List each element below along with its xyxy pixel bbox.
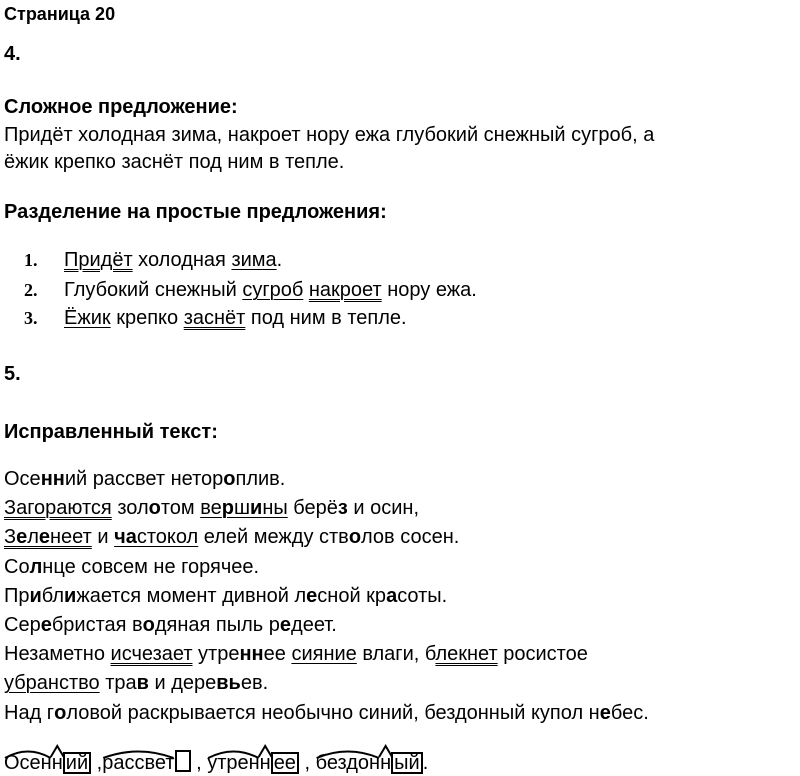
- plain-text: бл: [41, 585, 65, 607]
- split-item: [64, 278, 477, 302]
- plain-text: росистое: [497, 643, 588, 665]
- predicate-word: накроет: [308, 279, 382, 301]
- subject-word: Ёжик: [64, 307, 111, 329]
- plain-text: жается момент дивной л: [76, 585, 307, 607]
- marked-word: Загораются: [4, 497, 112, 519]
- marked-word: сияние: [291, 643, 357, 665]
- corrected-letter: нн: [239, 643, 264, 665]
- plain-text: .: [276, 249, 283, 271]
- plain-text: и дере: [148, 672, 217, 694]
- corrected-line: [4, 584, 447, 608]
- plain-text: утре: [192, 643, 240, 665]
- word-root: Осен: [4, 752, 52, 774]
- separator: ,: [298, 752, 316, 774]
- split-item-number: 2.: [24, 280, 38, 300]
- plain-text: ий рассвет нетор: [64, 468, 224, 490]
- morpheme-word: [4, 752, 91, 774]
- plain-text: Глубокий снежный: [64, 279, 243, 301]
- plain-text: бес.: [610, 702, 649, 724]
- plain-text: холодная: [132, 249, 232, 271]
- corrected-line: [4, 555, 259, 579]
- predicate-word: Придёт: [64, 249, 133, 271]
- split-item-number: 1.: [24, 250, 38, 270]
- corrected-letter: е: [38, 526, 51, 548]
- corrected-line: [4, 701, 649, 725]
- corrected-line: [4, 496, 419, 520]
- corrected-letter: о: [223, 468, 236, 490]
- plain-text: Над г: [4, 702, 55, 724]
- zero-ending: [175, 750, 191, 772]
- word-ending: ий: [63, 752, 91, 774]
- morpheme-analysis: [4, 740, 796, 776]
- corrected-letter: о: [348, 526, 362, 548]
- marked-word: ш: [233, 497, 251, 519]
- corrected-heading: Исправленный текст:: [4, 421, 218, 443]
- plain-text: Пр: [4, 585, 30, 607]
- corrected-letter: и: [29, 585, 42, 607]
- corrected-letter: з: [337, 497, 348, 519]
- corrected-letter: р: [221, 497, 234, 519]
- plain-text: бристая в: [51, 614, 143, 636]
- corrected-letter: и: [250, 497, 263, 519]
- corrected-letter: л: [29, 556, 43, 578]
- plain-text: Сер: [4, 614, 41, 636]
- corrected-letter: е: [16, 526, 28, 548]
- plain-text: ее: [263, 643, 292, 665]
- plain-text: под ним в тепле.: [245, 307, 407, 329]
- plain-text: сной кр: [317, 585, 387, 607]
- separator: .: [422, 752, 429, 774]
- word-suffix: н: [51, 752, 63, 774]
- plain-text: ловой раскрывается необычно синий, бездонный купол н: [66, 702, 600, 724]
- plain-text: дяная пыль р: [154, 614, 280, 636]
- plain-text: тра: [99, 672, 137, 694]
- corrected-letter: нн: [40, 468, 65, 490]
- subject-word: зима: [231, 249, 277, 271]
- corrected-letter: и: [64, 585, 77, 607]
- split-item: [64, 306, 407, 330]
- complex-line-2: ёжик крепко заснёт под ним в тепле.: [4, 151, 345, 173]
- corrected-line: [4, 467, 285, 491]
- task5-number: 5.: [4, 363, 21, 385]
- corrected-letter: е: [306, 585, 318, 607]
- plain-text: нце совсем не горячее.: [42, 556, 260, 578]
- corrected-letter: а: [386, 585, 398, 607]
- corrected-line: [4, 642, 588, 666]
- plain-text: лов сосен.: [361, 526, 460, 548]
- plain-text: елей между ств: [198, 526, 349, 548]
- plain-text: Осе: [4, 468, 41, 490]
- morpheme-word: [316, 752, 423, 774]
- plain-text: плив.: [235, 468, 286, 490]
- subject-word: сугроб: [242, 279, 304, 301]
- marked-word: ны: [262, 497, 288, 519]
- word-root: бездон: [315, 752, 381, 774]
- complex-heading: Сложное предложение:: [4, 96, 238, 118]
- marked-word: лекнет: [435, 643, 498, 665]
- corrected-line: [4, 671, 268, 695]
- plain-text: крепко: [110, 307, 184, 329]
- corrected-letter: е: [599, 702, 611, 724]
- plain-text: нору ежа.: [381, 279, 477, 301]
- corrected-letter: о: [142, 614, 155, 636]
- marked-word: неет: [50, 526, 92, 548]
- corrected-letter: в: [136, 672, 149, 694]
- word-root: рассвет: [102, 752, 175, 774]
- marked-word: исчезает: [110, 643, 193, 665]
- marked-word: стокол: [136, 526, 199, 548]
- split-item: [64, 248, 282, 272]
- corrected-line: [4, 613, 337, 637]
- corrected-letter: е: [279, 614, 292, 636]
- complex-line-1: Придёт холодная зима, накроет нору ежа глубокий снежный сугроб, а: [4, 124, 655, 146]
- corrected-letter: о: [148, 497, 161, 519]
- split-heading: Разделение на простые предложения:: [4, 201, 387, 223]
- word-ending: ый: [391, 752, 423, 774]
- corrected-letter: вь: [216, 672, 241, 694]
- word-suffix: н: [259, 752, 271, 774]
- marked-word: З: [4, 526, 17, 548]
- page-label: Страница 20: [4, 4, 116, 24]
- word-root: утрен: [207, 752, 260, 774]
- split-item-number: 3.: [24, 308, 38, 328]
- morpheme-words: [4, 750, 428, 775]
- task4-number: 4.: [4, 43, 21, 65]
- corrected-letter: е: [40, 614, 52, 636]
- plain-text: ев.: [240, 672, 269, 694]
- morpheme-word: [102, 752, 190, 774]
- word-ending: ее: [271, 752, 299, 774]
- marked-word: ве: [200, 497, 222, 519]
- plain-text: деет.: [291, 614, 337, 636]
- separator: ,: [91, 752, 103, 774]
- marked-word: л: [27, 526, 39, 548]
- page: [4, 0, 796, 776]
- corrected-letter: о: [54, 702, 67, 724]
- plain-text: влаги, б: [356, 643, 436, 665]
- word-suffix: н: [380, 752, 392, 774]
- plain-text: зол: [111, 497, 149, 519]
- plain-text: соты.: [397, 585, 448, 607]
- predicate-word: заснёт: [183, 307, 246, 329]
- morpheme-word: [207, 752, 299, 774]
- plain-text: берё: [287, 497, 338, 519]
- plain-text: Со: [4, 556, 30, 578]
- plain-text: том: [160, 497, 201, 519]
- separator: ,: [190, 752, 208, 774]
- plain-text: и осин,: [347, 497, 420, 519]
- plain-text: Незаметно: [4, 643, 111, 665]
- plain-text: и: [91, 526, 115, 548]
- marked-word: убранство: [4, 672, 100, 694]
- corrected-line: [4, 525, 459, 549]
- corrected-letter: ча: [114, 526, 137, 548]
